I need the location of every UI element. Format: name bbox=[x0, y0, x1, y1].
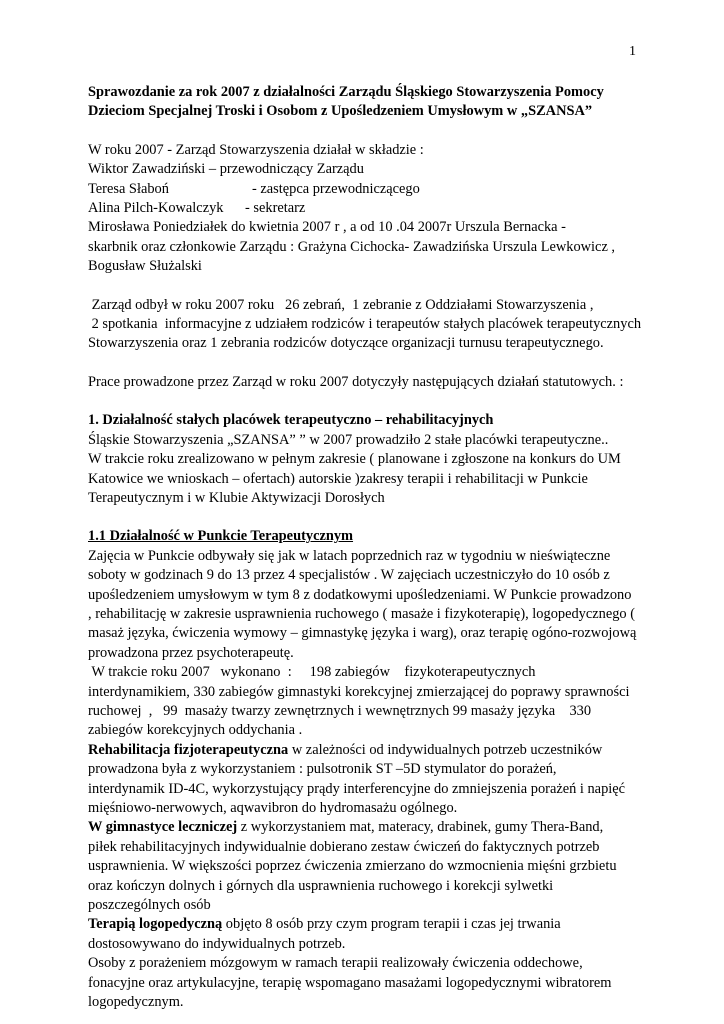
section-1-line-4: Terapeutycznym i w Klubie Aktywizacji Dorosłych bbox=[88, 489, 385, 506]
section-1-1-para2-line-2: interdynamikiem, 330 zabiegów gimnastyki korekcyjnej zmierzającej do poprawy sprawności bbox=[88, 683, 630, 700]
rehab-first: w zależności od indywidualnych potrzeb uczestników bbox=[288, 741, 603, 758]
section-1-1-heading: 1.1 Działalność w Punkcie Terapeutycznym bbox=[88, 528, 354, 545]
board-treasurer-line-3: Bogusław Służalski bbox=[88, 258, 202, 275]
section-1-1-para1-line-3: upośledzeniem umysłowym w tym 8 z dodatkowymi upośledzeniami. W Punkcie prowadzono bbox=[88, 586, 632, 603]
logo-line-1 bbox=[88, 915, 648, 934]
works-line: Prace prowadzone przez Zarząd w roku 2007 dotyczyły następujących działań statutowych. : bbox=[88, 373, 624, 390]
gym-line-2: piłek rehabilitacyjnych indywidualnie dobierano zestaw ćwiczeń do faktycznych potrzeb bbox=[88, 838, 600, 855]
section-1-1-para1-line-2: soboty w godzinach 9 do 13 przez 4 specjalistów . W zajęciach uczestniczyło do 10 osób z bbox=[88, 567, 610, 584]
board-chair: Wiktor Zawadziński – przewodniczący Zarządu bbox=[88, 161, 364, 178]
deputy-name: Teresa Słaboń bbox=[88, 180, 169, 197]
report-title-line-2: Dzieciom Specjalnej Troski i Osobom z Upośledzeniem Umysłowym w „SZANSA” bbox=[88, 103, 593, 120]
logo-line-2: dostosowywano do indywidualnych potrzeb. bbox=[88, 935, 346, 952]
rehab-line-2: prowadzona była z wykorzystaniem : pulsotronik ST –5D stymulator do porażeń, bbox=[88, 761, 557, 778]
section-1-1-para2-line-4: zabiegów korekcyjnych oddychania . bbox=[88, 722, 303, 739]
secretary-name: Alina Pilch-Kowalczyk bbox=[88, 200, 224, 217]
page-number: 1 bbox=[629, 44, 636, 59]
rehab-bold: Rehabilitacja fizjoterapeutyczna bbox=[88, 741, 289, 758]
meetings-line-3: Stowarzyszenia oraz 1 zebrania rodziców dotyczące organizacji turnusu terapeutycznego. bbox=[88, 335, 604, 352]
gym-line-1 bbox=[88, 818, 648, 837]
report-title-line-1: Sprawozdanie za rok 2007 z działalności Zarządu Śląskiego Stowarzyszenia Pomocy bbox=[88, 84, 604, 100]
meetings-line-2: 2 spotkania informacyjne z udziałem rodziców i terapeutów stałych placówek terapeutycznych bbox=[88, 316, 642, 333]
section-1-1-para2-line-1: W trakcie roku 2007 wykonano : 198 zabiegów fizykoterapeutycznych bbox=[88, 664, 536, 681]
section-1-1-para1-line-5: masaż języka, ćwiczenia wymowy – gimnastykę języka i warg), oraz terapię ogóno-rozwojową bbox=[88, 625, 637, 642]
section-1-1-para1-line-1: Zajęcia w Punkcie odbywały się jak w latach poprzednich raz w tygodniu w nieświąteczne bbox=[88, 547, 611, 564]
logo-line-3: Osoby z porażeniem mózgowym w ramach terapii realizowały ćwiczenia oddechowe, bbox=[88, 955, 583, 972]
board-intro: W roku 2007 - Zarząd Stowarzyszenia działał w składzie : bbox=[88, 141, 424, 158]
gym-line-3: usprawnienia. W większości poprzez ćwiczenia zmierzano do wzmocnienia mięśni grzbietu bbox=[88, 858, 617, 875]
gym-line-4: oraz kończyn dolnych i górnych dla usprawnienia ruchowego i korekcji sylwetki bbox=[88, 877, 554, 894]
section-1-heading: 1. Działalność stałych placówek terapeutyczno – rehabilitacyjnych bbox=[88, 412, 494, 429]
section-1-1-para1-line-4: , rehabilitację w zakresie usprawnienia ruchowego ( masaże i fizykoterapię), logopedycznego ( bbox=[88, 605, 635, 622]
gym-first: z wykorzystaniem mat, materacy, drabinek, gumy Thera-Band, bbox=[237, 819, 604, 836]
section-1-line-3: Katowice we wnioskach – ofertach) autorskie )zakresy terapii i rehabilitacji w Punkcie bbox=[88, 470, 588, 487]
logo-line-5: logopedycznym. bbox=[88, 994, 184, 1011]
document-body bbox=[88, 83, 648, 1012]
gym-bold: W gimnastyce leczniczej bbox=[88, 819, 238, 836]
logo-bold: Terapią logopedyczną bbox=[88, 916, 223, 933]
board-deputy bbox=[88, 180, 648, 199]
section-1-1-para1-line-6: prowadzona przez psychoterapeutę. bbox=[88, 644, 294, 661]
board-treasurer-line-2: skarbnik oraz członkowie Zarządu : Grażyna Cichocka- Zawadzińska Urszula Lewkowicz , bbox=[88, 238, 616, 255]
rehab-line-4: mięśniowo-nerwowych, aqwavibron do hydromasażu ogólnego. bbox=[88, 800, 458, 816]
meetings-line-1: Zarząd odbył w roku 2007 roku 26 zebrań, 1 zebranie z Oddziałami Stowarzyszenia , bbox=[88, 296, 594, 313]
section-1-1-para2-line-3: ruchowej , 99 masaży twarzy zewnętrznych i wewnętrznych 99 masaży języka 330 bbox=[88, 702, 592, 719]
section-1-line-1: Śląskie Stowarzyszenia „SZANSA” ” w 2007 prowadziło 2 stałe placówki terapeutyczne.. bbox=[88, 431, 609, 448]
board-secretary bbox=[88, 199, 648, 218]
deputy-role: - zastępca przewodniczącego bbox=[252, 180, 420, 197]
rehab-line-1 bbox=[88, 741, 648, 760]
logo-first: objęto 8 osób przy czym program terapii i czas jej trwania bbox=[222, 916, 561, 933]
secretary-role: - sekretarz bbox=[245, 200, 306, 217]
section-1-line-2: W trakcie roku zrealizowano w pełnym zakresie ( planowane i zgłoszone na konkurs do UM bbox=[88, 451, 621, 468]
rehab-line-3: interdynamik ID-4C, wykorzystujący prądy interferencyjne do zmniejszenia porażeń i napięć bbox=[88, 780, 626, 797]
gym-line-5: poszczególnych osób bbox=[88, 897, 211, 914]
logo-line-4: fonacyjne oraz artykulacyjne, terapię wspomagano masażami logopedycznymi wibratorem bbox=[88, 974, 612, 991]
board-treasurer-line-1: Mirosława Poniedziałek do kwietnia 2007 r , a od 10 .04 2007r Urszula Bernacka - bbox=[88, 219, 566, 236]
